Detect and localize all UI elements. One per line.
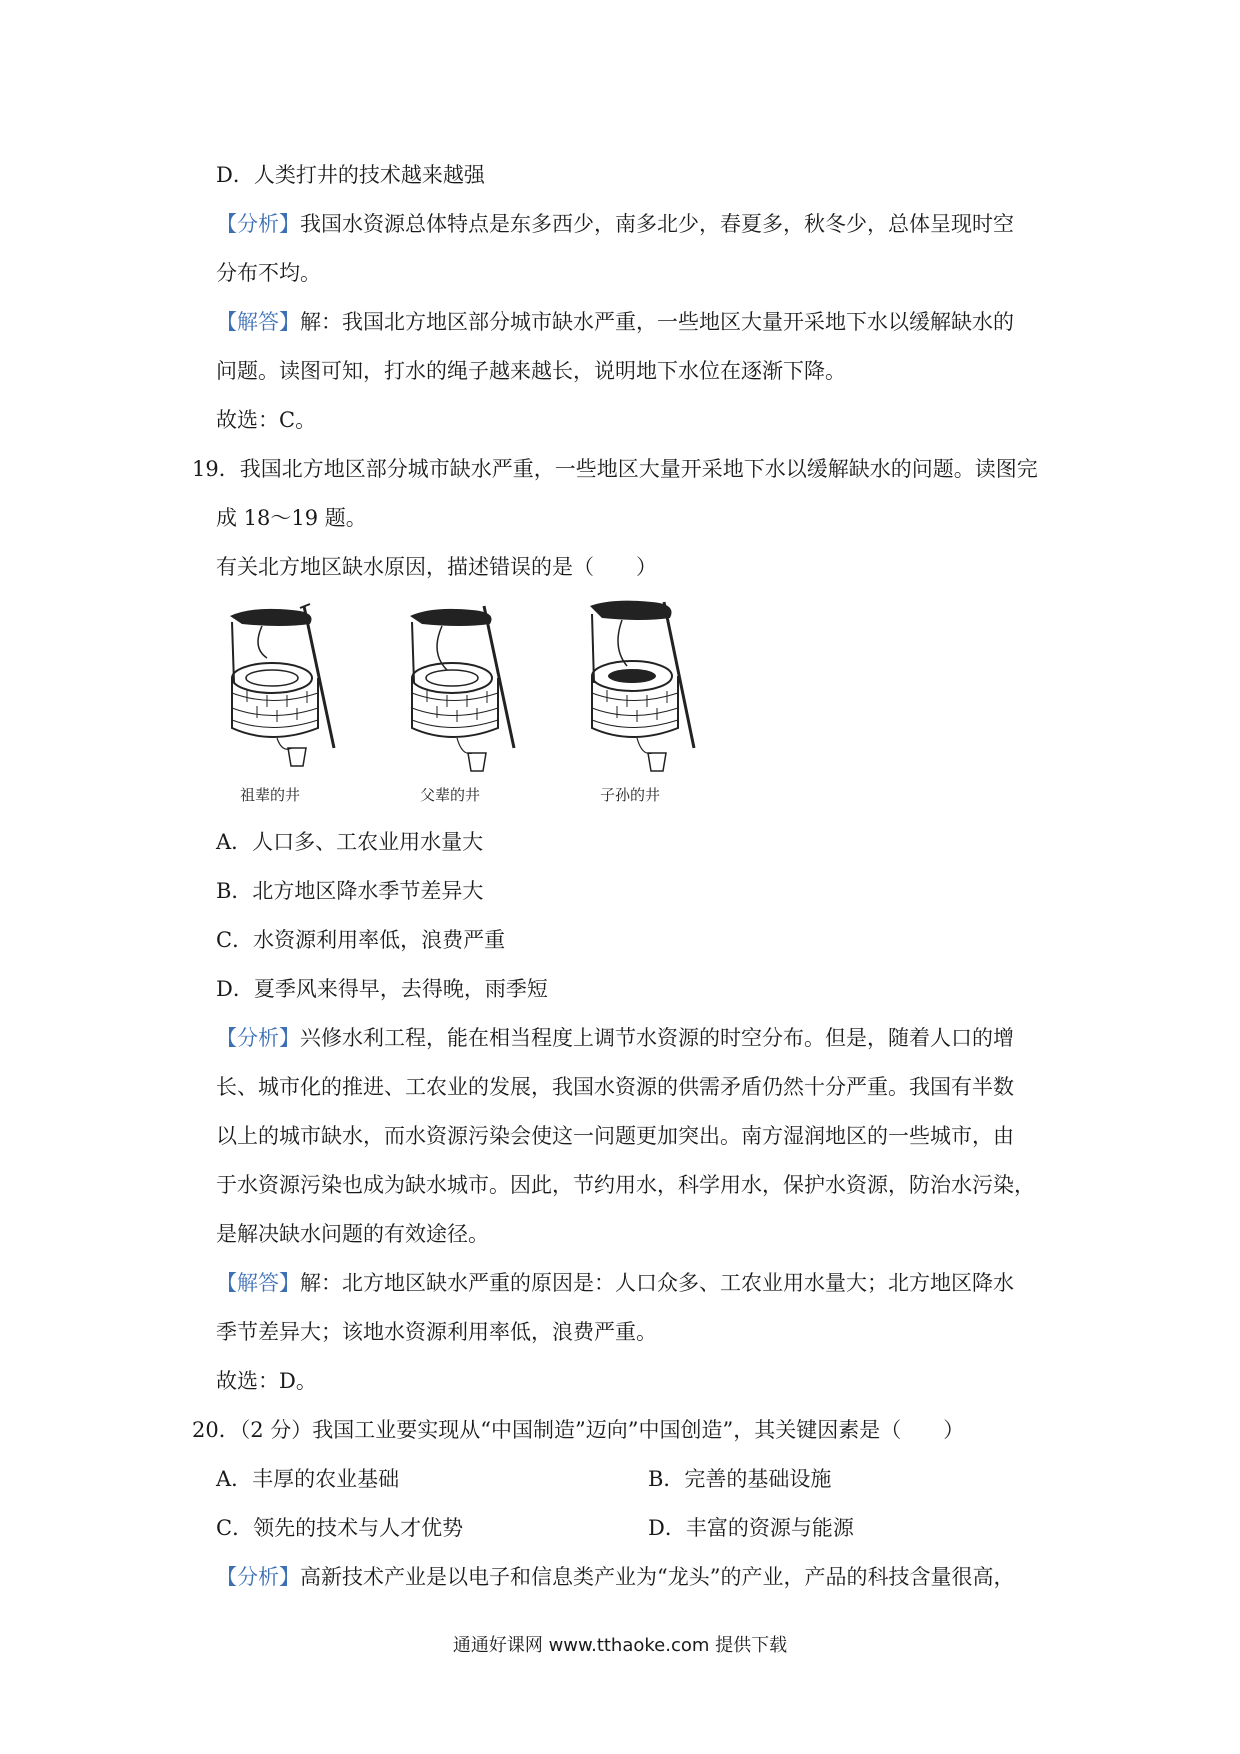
- q19-option-c: C．水资源利用率低，浪费严重: [216, 928, 506, 952]
- answer-text: 解：北方地区缺水严重的原因是：人口众多、工农业用水量大；北方地区降水: [300, 1271, 1014, 1295]
- analysis-tag: 【分析】: [216, 1026, 300, 1050]
- q18-choice: 故选：C。: [216, 408, 317, 432]
- answer-tag: 【解答】: [216, 310, 300, 334]
- q19-stem-line-1: 19．我国北方地区部分城市缺水严重，一些地区大量开采地下水以缓解缺水的问题。读图完: [192, 457, 1038, 481]
- q19-choice: 故选：D。: [216, 1369, 317, 1393]
- answer-tag: 【解答】: [216, 1271, 300, 1295]
- q19-analysis-line-4: 于水资源污染也成为缺水城市。因此，节约用水，科学用水，保护水资源，防治水污染，: [216, 1173, 1035, 1197]
- analysis-tag: 【分析】: [216, 212, 300, 236]
- q18-option-d: D．人类打井的技术越来越强: [216, 163, 485, 187]
- q18-analysis-line-2: 分布不均。: [216, 261, 321, 285]
- q20-option-a: A．丰厚的农业基础: [216, 1467, 400, 1491]
- q20-option-d: D．丰富的资源与能源: [648, 1516, 854, 1540]
- q19-answer-line-1: [216, 1268, 1014, 1298]
- analysis-text: 兴修水利工程，能在相当程度上调节水资源的时空分布。但是，随着人口的增: [300, 1026, 1014, 1050]
- answer-text: 解：我国北方地区部分城市缺水严重，一些地区大量开采地下水以缓解缺水的: [300, 310, 1014, 334]
- well-parents: [410, 606, 514, 804]
- q20-option-b: B．完善的基础设施: [648, 1467, 832, 1491]
- q20-stem: 20．（2 分）我国工业要实现从“中国制造”迈向”中国创造”，其关键因素是（ ）: [192, 1418, 965, 1442]
- q19-analysis-line-3: 以上的城市缺水，而水资源污染会使这一问题更加突出。南方湿润地区的一些城市，由: [216, 1124, 1014, 1148]
- page-footer: 通通好课网 www.tthaoke.com 提供下载: [452, 1635, 788, 1656]
- q18-answer-line-2: 问题。读图可知，打水的绳子越来越长，说明地下水位在逐渐下降。: [216, 359, 846, 383]
- q19-analysis-line-2: 长、城市化的推进、工农业的发展，我国水资源的供需矛盾仍然十分严重。我国有半数: [216, 1075, 1014, 1099]
- q19-analysis-line-5: 是解决缺水问题的有效途径。: [216, 1222, 489, 1246]
- q18-answer-line-1: [216, 307, 1014, 337]
- well-caption-2: 父辈的井: [420, 786, 481, 804]
- well-caption-1: 祖辈的井: [240, 786, 301, 804]
- q19-answer-line-2: 季节差异大；该地水资源利用率低，浪费严重。: [216, 1320, 657, 1344]
- q19-analysis-line-1: [216, 1023, 1014, 1053]
- q19-option-a: A．人口多、工农业用水量大: [216, 830, 484, 854]
- analysis-text: 高新技术产业是以电子和信息类产业为“龙头”的产业，产品的科技含量很高，: [300, 1565, 1015, 1589]
- well-caption-3: 子孙的井: [600, 786, 661, 804]
- q19-question: 有关北方地区缺水原因，描述错误的是（ ）: [216, 555, 657, 579]
- q18-analysis-line-1: [216, 209, 1014, 239]
- q19-option-b: B．北方地区降水季节差异大: [216, 879, 484, 903]
- q19-stem-line-2: 成 18～19 题。: [216, 506, 367, 530]
- well-grandparents: [230, 604, 334, 804]
- wells-illustration: [222, 598, 722, 818]
- q20-analysis-line-1: [216, 1562, 1014, 1592]
- wells-svg: [222, 598, 722, 818]
- analysis-text: 我国水资源总体特点是东多西少，南多北少，春夏多，秋冬少，总体呈现时空: [300, 212, 1014, 236]
- q19-option-d: D．夏季风来得早，去得晚，雨季短: [216, 977, 548, 1001]
- analysis-tag: 【分析】: [216, 1565, 300, 1589]
- well-descendants: [590, 601, 694, 804]
- q20-option-c: C．领先的技术与人才优势: [216, 1516, 464, 1540]
